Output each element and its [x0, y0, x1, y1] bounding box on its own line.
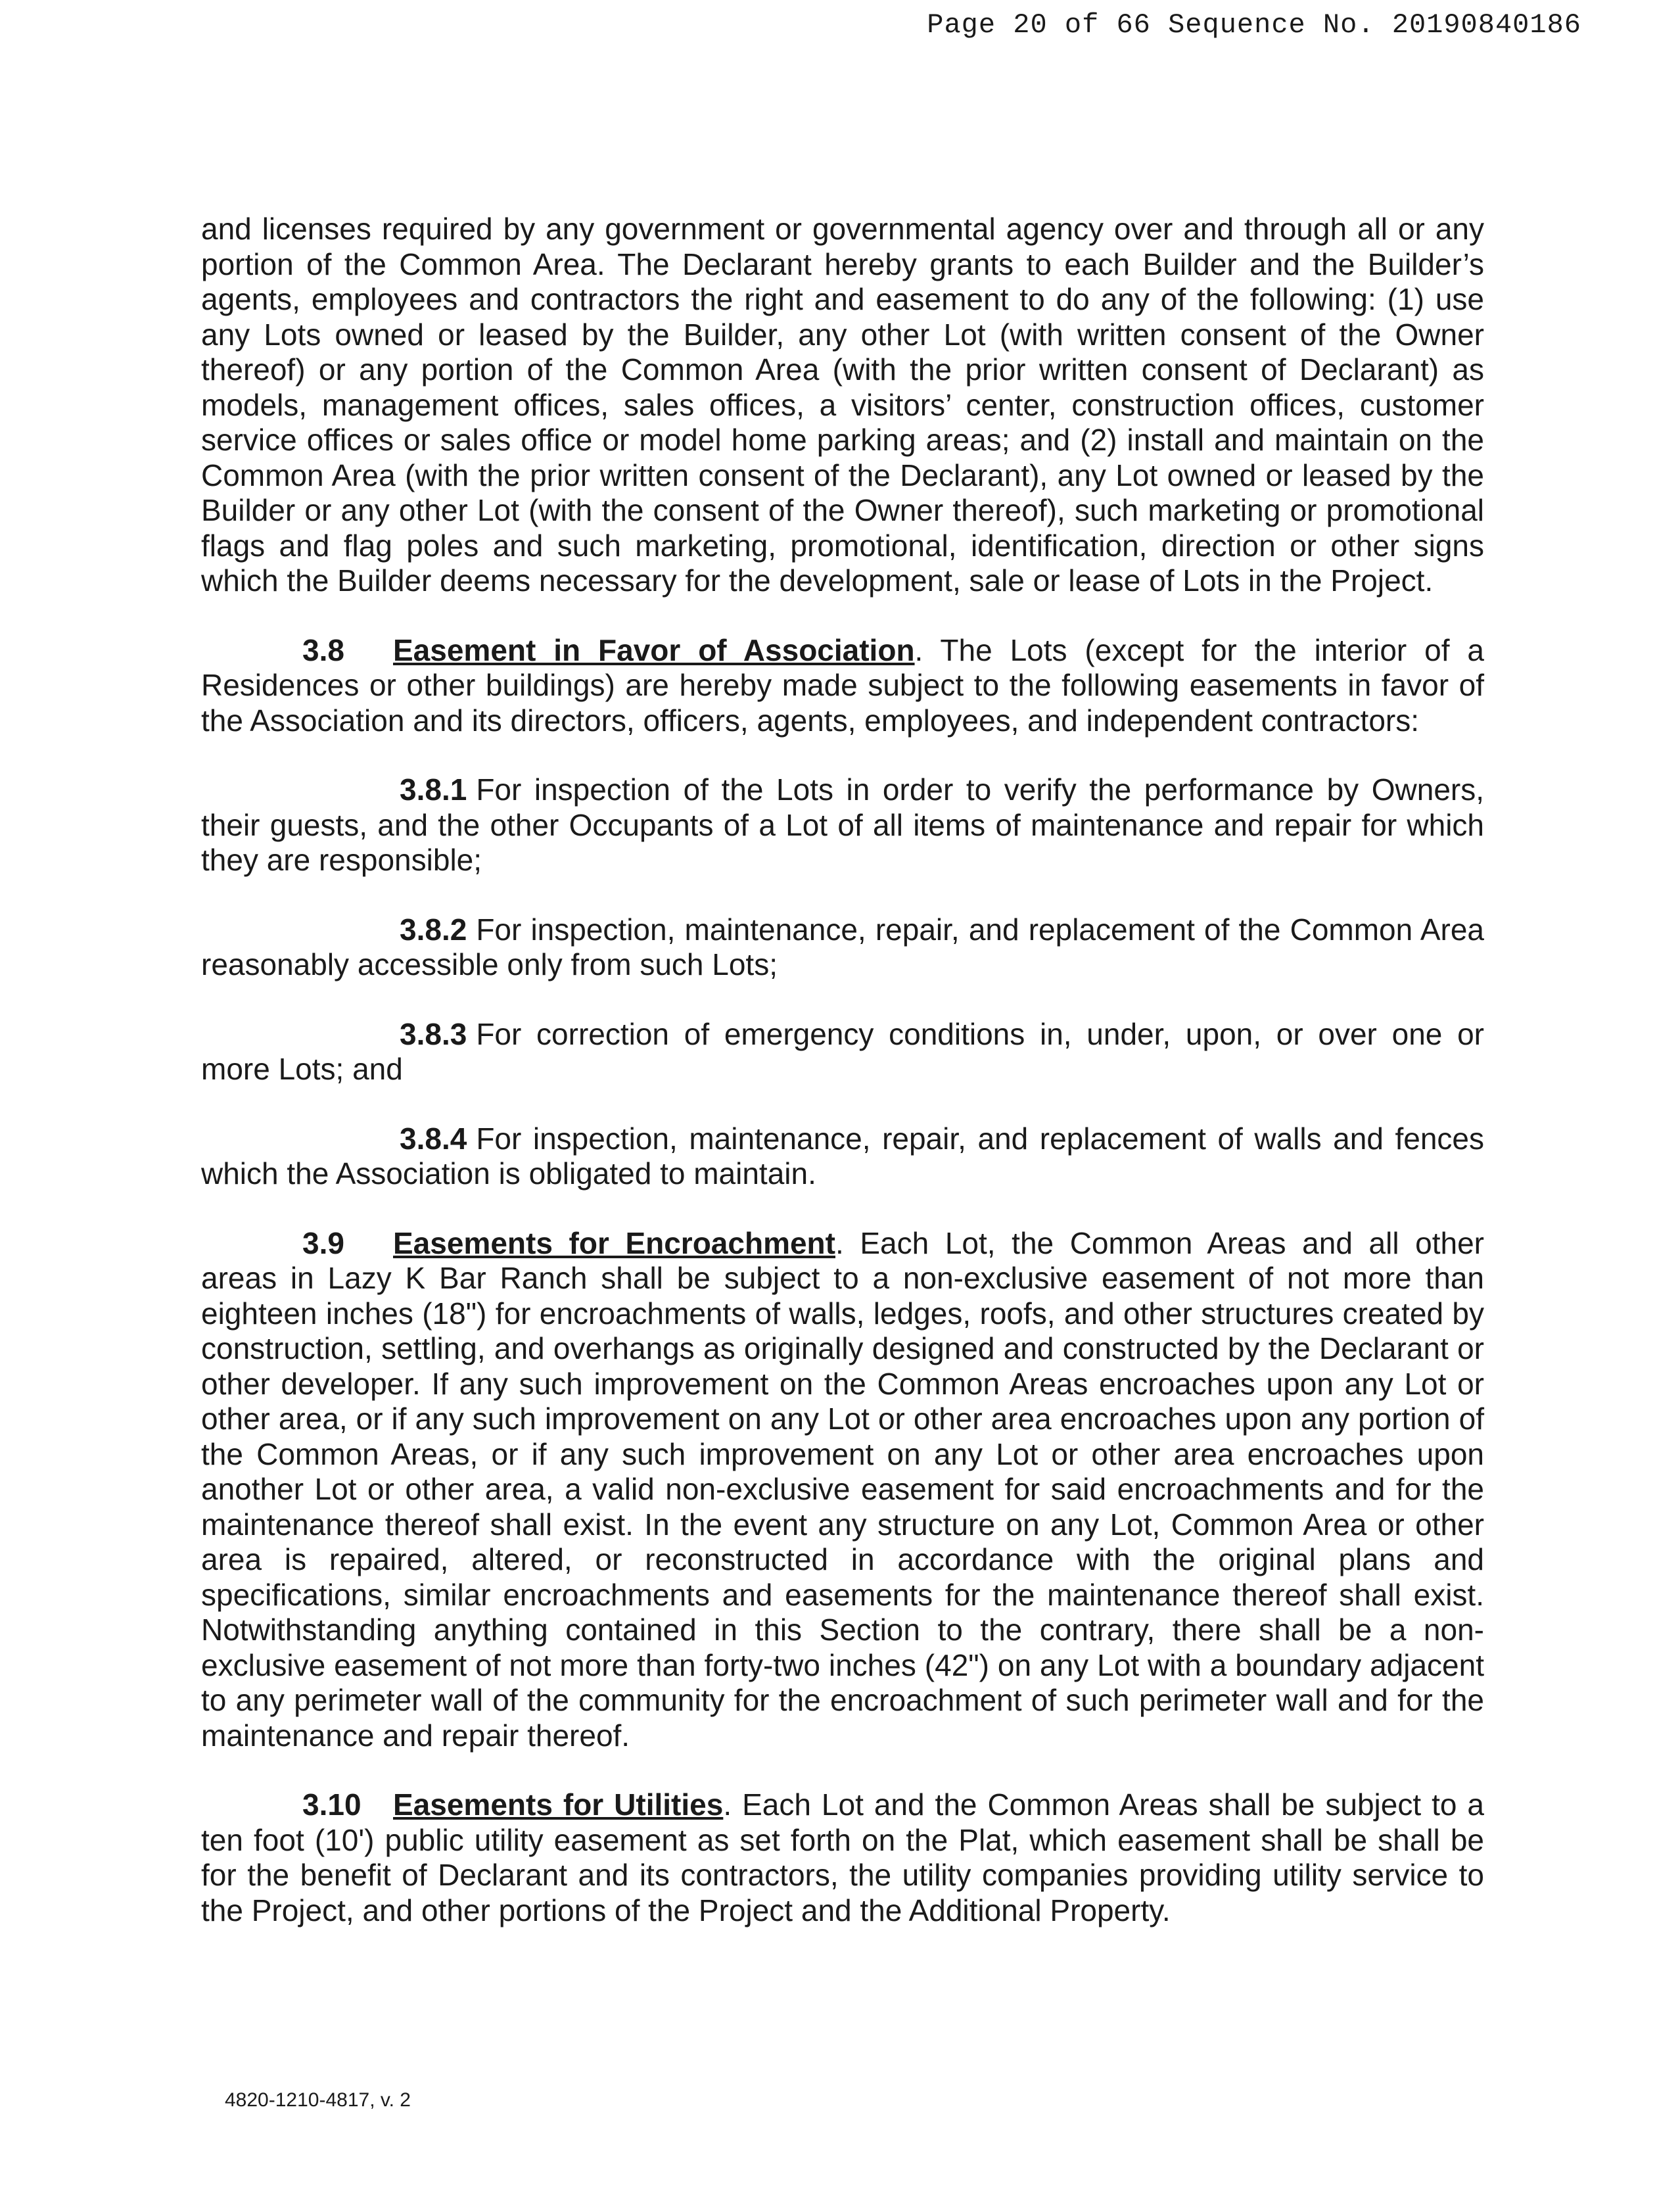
section-3-8	[201, 633, 1484, 739]
subsection-text: For inspection, maintenance, repair, and replacement of walls and fences which the Association is obligated to maintain.	[201, 1121, 1484, 1191]
document-body	[201, 212, 1484, 1928]
section-3-8-1	[201, 772, 1484, 878]
subsection-number: 3.8.2	[400, 912, 467, 947]
document-id-footer: 4820-1210-4817, v. 2	[225, 2089, 411, 2111]
section-heading: Easement in Favor of Association	[393, 632, 915, 667]
section-3-9	[201, 1226, 1484, 1754]
section-3-8-3	[201, 1017, 1484, 1087]
section-number: 3.9	[302, 1225, 344, 1260]
subsection-number: 3.8.1	[400, 772, 467, 807]
subsection-number: 3.8.4	[400, 1121, 467, 1156]
section-number: 3.10	[302, 1787, 362, 1822]
section-text: . The Lots (except for the interior of a Residences or other buildings) are hereby made subject to the following easements in favor of the Association and its directors, officers, agents, employees, and independent contractors:	[201, 632, 1484, 738]
page-header: Page 20 of 66 Sequence No. 20190840186	[927, 9, 1581, 41]
subsection-number: 3.8.3	[400, 1016, 467, 1051]
section-heading: Easements for Utilities	[393, 1787, 724, 1822]
subsection-text: For correction of emergency conditions in, under, upon, or over one or more Lots; and	[201, 1016, 1484, 1086]
section-text: . Each Lot, the Common Areas and all other areas in Lazy K Bar Ranch shall be subject to a non-exclusive easement of not more than eighteen inches (18") for encroachments of walls, ledges, roofs, and other structures created by construction, settling, and overhangs as originally designed and constructed by the Declarant or other developer. If any such improvement on the Common Areas encroaches upon any Lot or other area, or if any such improvement on any Lot or other area encroaches upon any portion of the Common Areas, or if any such improvement on any Lot or other area encroaches upon another Lot or other area, a valid non-exclusive easement for said encroachments and for the maintenance thereof shall exist. In the event any structure on any Lot, Common Area or other area is repaired, altered, or reconstructed in accordance with the original plans and specifications, similar encroachments and easements for the maintenance thereof shall exist. Notwithstanding anything contained in this Section to the contrary, there shall be a non-exclusive easement of not more than forty-two inches (42") on any Lot with a boundary adjacent to any perimeter wall of the community for the encroachment of such perimeter wall and for the maintenance and repair thereof.	[201, 1225, 1484, 1753]
section-number: 3.8	[302, 632, 344, 667]
subsection-text: For inspection, maintenance, repair, and replacement of the Common Area reasonably accessible only from such Lots;	[201, 912, 1484, 981]
intro-paragraph: and licenses required by any government or governmental agency over and through all or any portion of the Common Area. The Declarant hereby grants to each Builder and the Builder’s agents, employees and contractors the right and easement to do any of the following: (1) use any Lots owned or leased by the Builder, any other Lot (with written consent of the Owner thereof) or any portion of the Common Area (with the prior written consent of Declarant) as models, management offices, sales offices, a visitors’ center, construction offices, customer service offices or sales office or model home parking areas; and (2) install and maintain on the Common Area (with the prior written consent of the Declarant), any Lot owned or leased by the Builder or any other Lot (with the consent of the Owner thereof), such marketing or promotional flags and flag poles and such marketing, promotional, identification, direction or other signs which the Builder deems necessary for the development, sale or lease of Lots in the Project.	[201, 212, 1484, 598]
section-heading: Easements for Encroachment	[393, 1225, 835, 1260]
section-3-8-4	[201, 1122, 1484, 1192]
section-text: . Each Lot and the Common Areas shall be subject to a ten foot (10') public utility easement as set forth on the Plat, which easement shall be shall be for the benefit of Declarant and its contractors, the utility companies providing utility service to the Project, and other portions of the Project and the Additional Property.	[201, 1787, 1484, 1927]
section-3-8-2	[201, 912, 1484, 983]
section-3-10	[201, 1787, 1484, 1928]
subsection-text: For inspection of the Lots in order to verify the performance by Owners, their guests, and the other Occupants of a Lot of all items of maintenance and repair for which they are responsible;	[201, 772, 1484, 877]
